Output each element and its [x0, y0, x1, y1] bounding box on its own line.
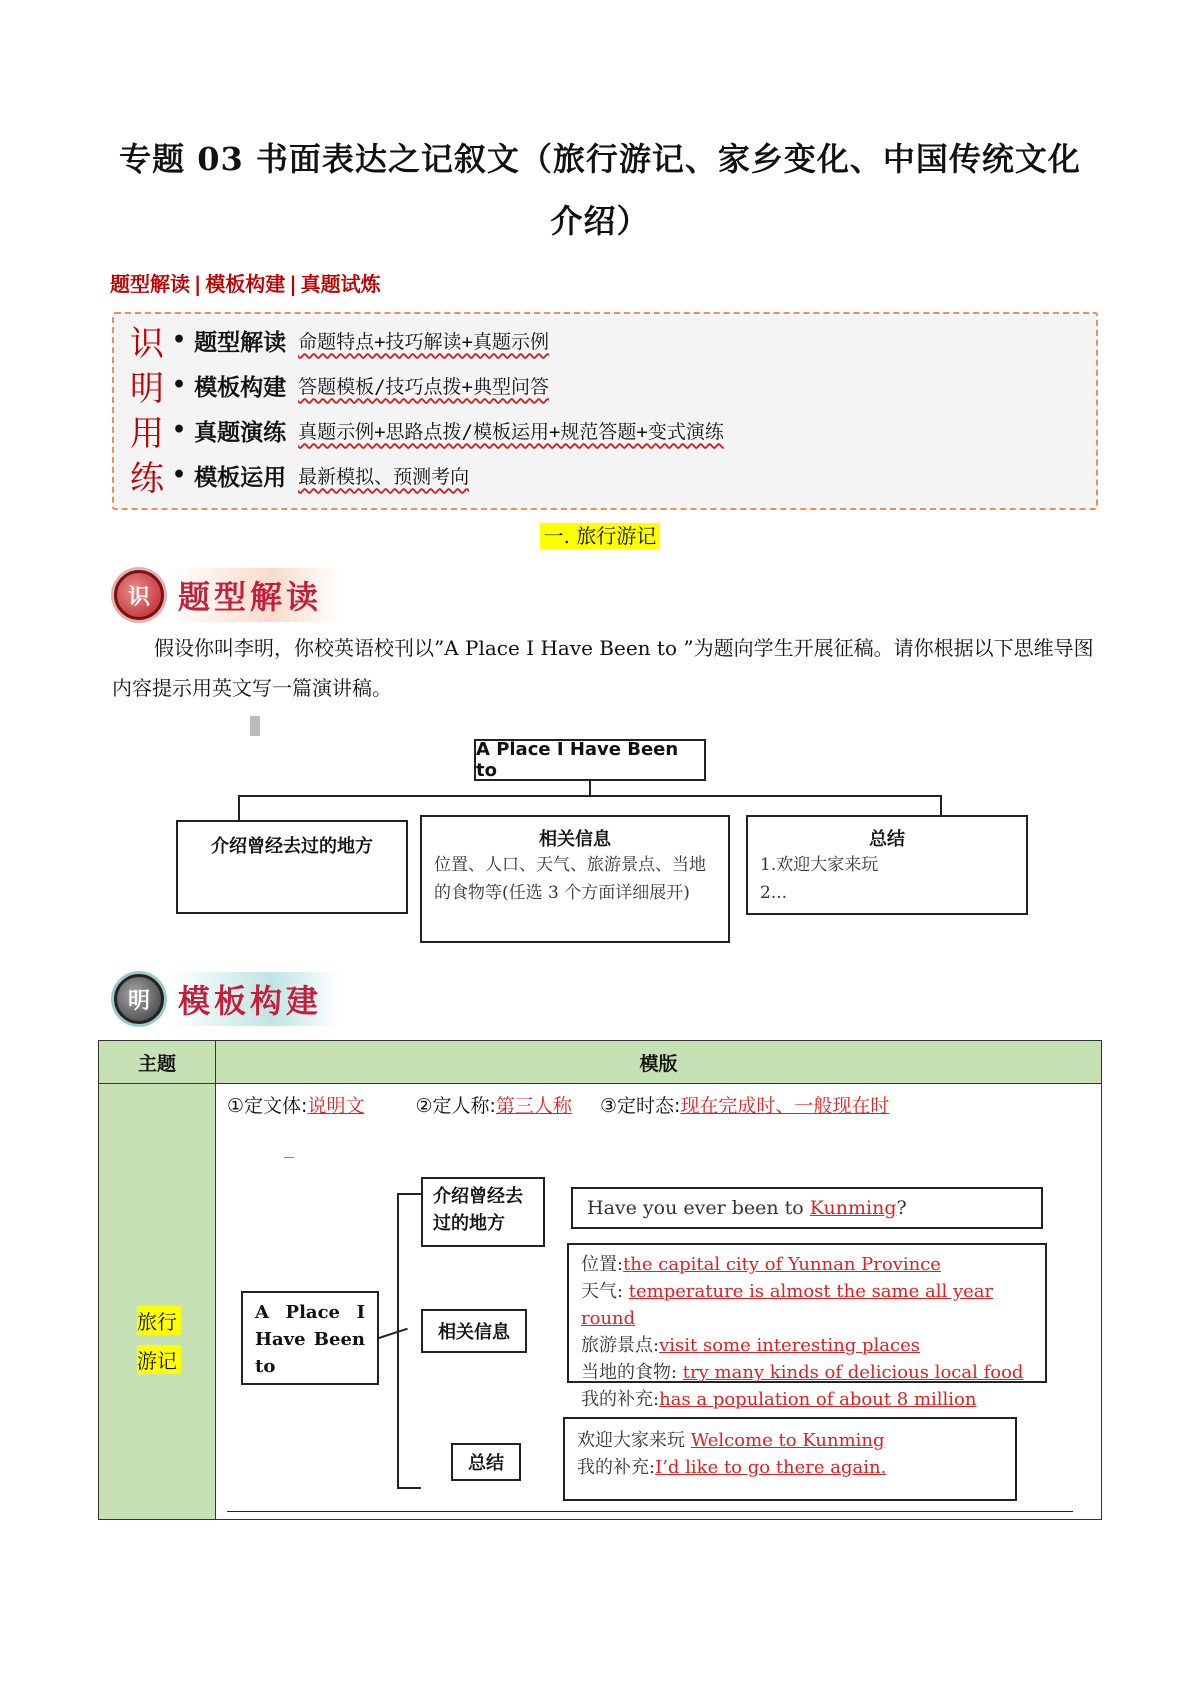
tree-branch-summary: 总结: [451, 1443, 521, 1481]
writing-prompt: 假设你叫李明，你校英语校刊以”A Place I Have Been to ”为题向学生开展征稿。请你根据以下思维导图内容提示用英文写一篇演讲稿。: [112, 636, 1094, 700]
summary-row: [130, 363, 549, 407]
tree-branch-info: 相关信息: [421, 1309, 527, 1353]
summary-desc: 命题特点+技巧解读+真题示例: [298, 330, 549, 353]
badge-seal-icon: 识: [114, 570, 164, 620]
rule-value: 第三人称: [495, 1095, 572, 1117]
summary-label: 模板构建: [194, 374, 287, 401]
info-label: 我的补充:: [581, 1389, 660, 1410]
connector-line: [238, 795, 240, 820]
rule-label: ②定人称:: [415, 1095, 496, 1117]
tree-branch-intro: 介绍曾经去过的地方: [421, 1177, 545, 1247]
mindmap-mid-title: 相关信息: [539, 829, 611, 850]
mindmap-left-box: [176, 820, 408, 914]
summary-value: I’d like to go there again.: [655, 1457, 887, 1478]
question-box: [571, 1187, 1043, 1229]
connector-line: [940, 795, 942, 817]
info-label: 当地的食物:: [581, 1362, 683, 1383]
info-label: 天气:: [581, 1281, 629, 1302]
summary-value: Welcome to Kunming: [690, 1430, 885, 1451]
nav-separator: |: [194, 272, 202, 296]
info-value: temperature is almost the same all year round: [581, 1281, 994, 1329]
question-mark: ?: [896, 1197, 907, 1219]
summary-char: 识: [130, 323, 164, 364]
mindmap-mid-body: 位置、人口、天气、旅游景点、当地的食物等(任选 3 个方面详细展开): [434, 855, 706, 903]
section-heading: 一. 旅行游记: [0, 520, 1200, 549]
summary-line: [577, 1427, 1003, 1454]
question-place: Kunming: [809, 1197, 897, 1219]
rule-label: ③定时态:: [599, 1095, 681, 1117]
connector-line: [589, 781, 591, 795]
summary-row: [130, 318, 549, 362]
bullet-icon: •: [172, 327, 187, 353]
summary-label: 我的补充:: [577, 1457, 656, 1478]
summary-line: [577, 1454, 1003, 1481]
summary-row: [130, 408, 724, 452]
nav-separator: |: [289, 272, 297, 296]
badge-template: [114, 972, 340, 1026]
connector-line: [397, 1193, 421, 1195]
info-line: [581, 1332, 1033, 1359]
summary-box: [112, 312, 1098, 510]
topic-text: 游记: [137, 1345, 181, 1374]
info-line: [581, 1386, 1033, 1413]
rule-value: 现在完成时、一般现在时: [680, 1095, 890, 1117]
bottom-rule: [227, 1511, 1073, 1512]
info-value: the capital city of Yunnan Province: [623, 1254, 941, 1275]
connector-line: [397, 1487, 421, 1489]
info-value: has a population of about 8 million: [659, 1389, 977, 1410]
dash-mark: [284, 1157, 294, 1158]
mindmap-mid-box: [420, 815, 730, 943]
mindmap-right-item: 2...: [760, 883, 788, 903]
info-label: 位置:: [581, 1254, 624, 1275]
summary-answer-box: [563, 1417, 1017, 1501]
nav-item-interpretation[interactable]: 题型解读: [110, 272, 190, 296]
table-header-topic: 主题: [99, 1041, 216, 1084]
summary-label: 模板运用: [194, 464, 287, 491]
connector-line: [379, 1328, 408, 1339]
cursor-mark: [250, 716, 260, 736]
rules-line: [227, 1091, 889, 1118]
summary-desc: 答题模板/技巧点拨+典型问答: [298, 375, 549, 398]
mindmap-root: A Place I Have Been to: [474, 739, 706, 781]
summary-char: 练: [130, 458, 164, 499]
connector-line: [397, 1193, 399, 1489]
summary-label: 真题演练: [194, 419, 287, 446]
table-topic-cell: [99, 1084, 216, 1519]
mindmap-right-title: 总结: [869, 829, 905, 850]
summary-char: 明: [130, 368, 164, 409]
tree-root-box: A Place I Have Been to: [241, 1291, 379, 1385]
info-value: try many kinds of delicious local food: [682, 1362, 1024, 1383]
info-line: [581, 1359, 1033, 1386]
info-label: 旅游景点:: [581, 1335, 660, 1356]
connector-line: [238, 795, 942, 797]
info-box: [567, 1243, 1047, 1410]
summary-desc: 最新模拟、预测考向: [298, 465, 470, 488]
question-text: Have you ever been to: [587, 1197, 810, 1219]
topic-text: 旅行: [137, 1306, 181, 1335]
info-line: [581, 1251, 1033, 1278]
summary-label: 欢迎大家来玩: [577, 1430, 691, 1451]
bullet-icon: •: [172, 462, 187, 488]
page-title: 专题 03 书面表达之记叙文（旅行游记、家乡变化、中国传统文化介绍）: [119, 140, 1081, 240]
nav-item-practice[interactable]: 真题试炼: [300, 272, 381, 296]
rule-value: 说明文: [307, 1095, 365, 1117]
mindmap-right-box: [746, 815, 1028, 915]
bullet-icon: •: [172, 372, 187, 398]
badge-seal-icon: 明: [114, 974, 164, 1024]
section-nav: [110, 268, 381, 297]
nav-item-template[interactable]: 模板构建: [205, 272, 286, 296]
mindmap-right-item: 1.欢迎大家来玩: [760, 855, 879, 875]
summary-label: 题型解读: [194, 329, 287, 356]
info-line: [581, 1278, 1033, 1332]
badge-title: 模板构建: [170, 972, 340, 1026]
summary-row: [130, 453, 469, 497]
badge-title: 题型解读: [170, 568, 340, 622]
summary-desc: 真题示例+思路点拨/模板运用+规范答题+变式演练: [298, 420, 724, 443]
badge-interpretation: [114, 568, 340, 622]
table-header-template: 模版: [216, 1041, 1101, 1084]
template-table: [98, 1040, 1102, 1520]
summary-char: 用: [130, 413, 164, 454]
info-value: visit some interesting places: [659, 1335, 921, 1356]
bullet-icon: •: [172, 417, 187, 443]
mindmap-left-title: 介绍曾经去过的地方: [211, 836, 373, 857]
rule-label: ①定文体:: [227, 1095, 308, 1117]
